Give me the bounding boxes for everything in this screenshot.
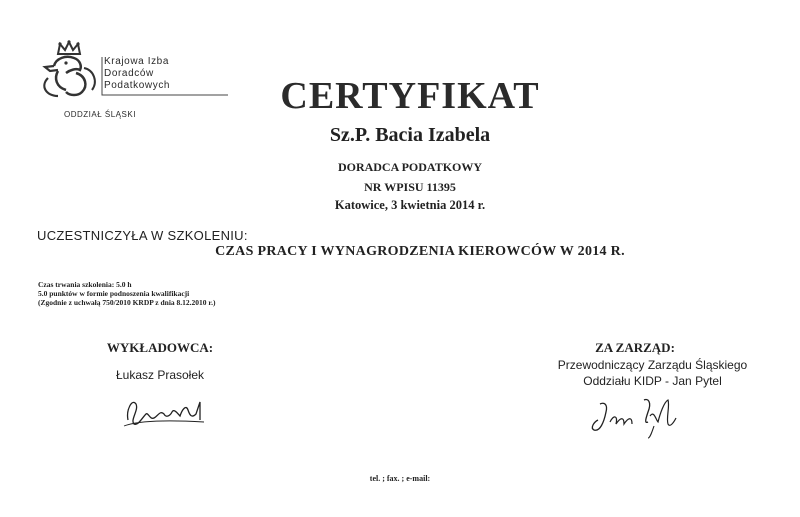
org-name-line-1: Krajowa Izba — [104, 56, 170, 67]
recipient-name: Sz.P. Bacia Izabela — [329, 124, 491, 146]
lecturer-name: Łukasz Prasołek — [115, 368, 205, 382]
recipient-role: DORADCA PODATKOWY — [337, 160, 483, 174]
lecturer-signature — [120, 390, 210, 430]
board-signatory-title: Przewodniczący Zarządu Śląskiego — [557, 358, 748, 372]
participated-label: UCZESTNICZYŁA W SZKOLENIU: — [37, 228, 248, 243]
org-branch: ODDZIAŁ ŚLĄSKI — [64, 110, 136, 119]
lecturer-label: WYKŁADOWCA: — [106, 340, 214, 355]
course-title: CZAS PRACY I WYNAGRODZENIA KIEROWCÓW W 2014 R. — [215, 244, 625, 259]
training-points: 5.0 punktów w formie podnoszenia kwalifikacji — [38, 289, 190, 298]
certificate-title: CERTYFIKAT — [280, 75, 540, 117]
footer-contact: tel. ; fax. ; e-mail: — [369, 474, 431, 483]
registry-number: NR WPISU 11395 — [364, 180, 456, 194]
training-details — [38, 280, 215, 307]
board-signatory-name: Oddziału KIDP - Jan Pytel — [583, 374, 722, 388]
org-name-line-3: Podatkowych — [104, 80, 171, 91]
place-date: Katowice, 3 kwietnia 2014 r. — [334, 198, 486, 212]
eagle-crest-icon — [36, 40, 106, 104]
org-name-line-2: Doradców — [104, 68, 154, 79]
training-duration: Czas trwania szkolenia: 5.0 h — [38, 280, 132, 289]
training-resolution: (Zgodnie z uchwałą 750/2010 KRDP z dnia 8.12.2010 r.) — [38, 298, 216, 307]
board-signature — [588, 392, 683, 440]
board-label: ZA ZARZĄD: — [595, 340, 675, 355]
